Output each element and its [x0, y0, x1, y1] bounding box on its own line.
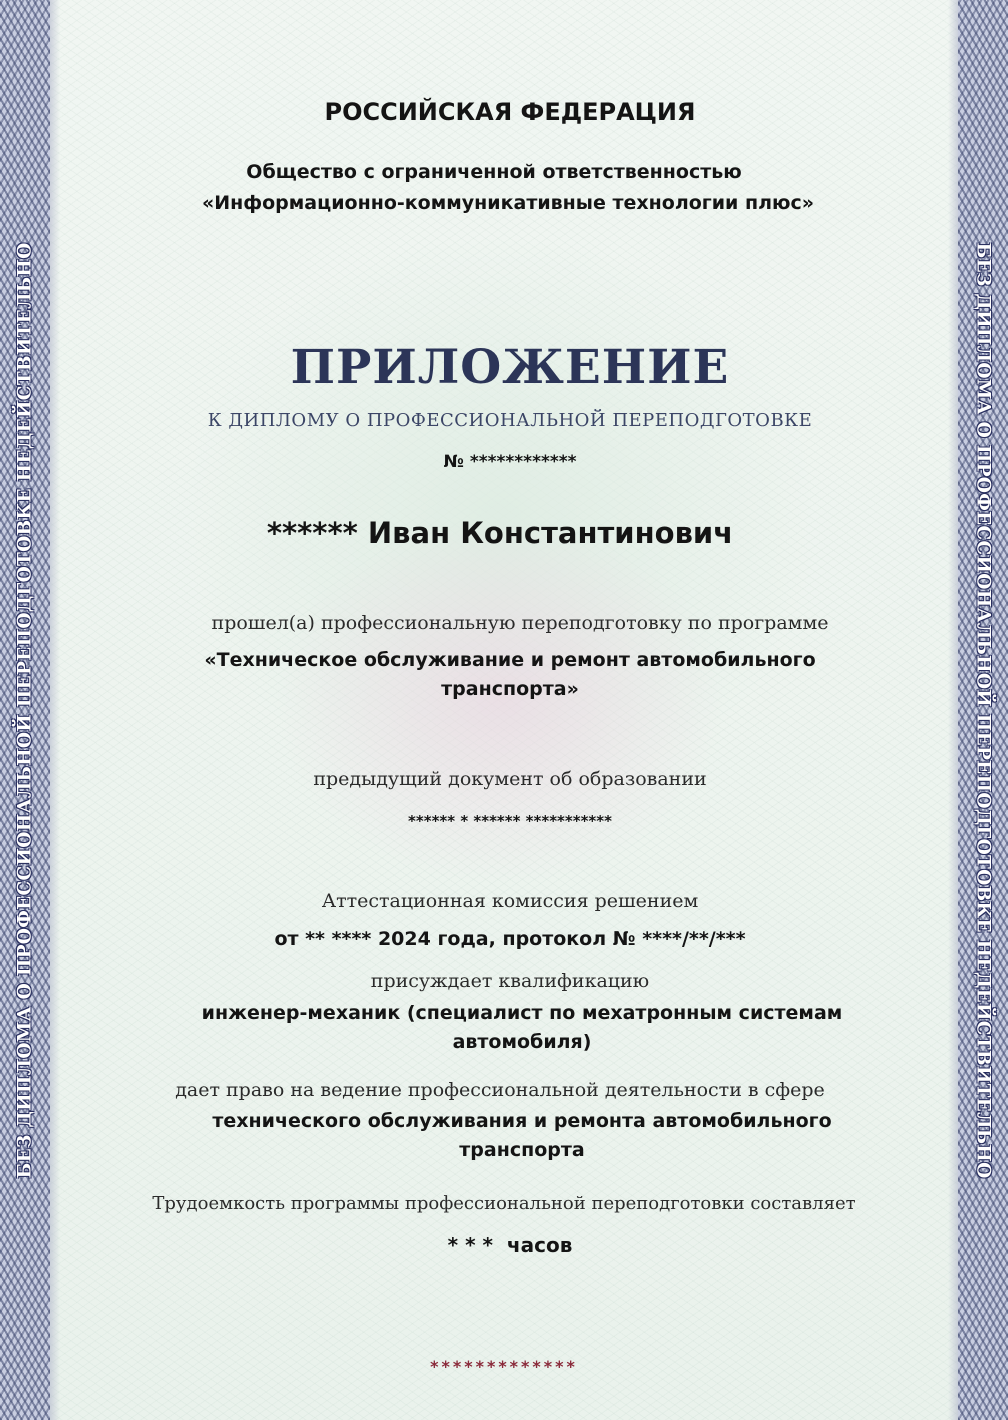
- left-border-caption: БЕЗ ДИПЛОМА О ПРОФЕССИОНАЛЬНОЙ ПЕРЕПОДГОТОВКЕ НЕДЕЙСТВИТЕЛЬНО: [14, 242, 36, 1178]
- program-name-line-1: «Техническое обслуживание и ремонт автомобильного: [204, 649, 816, 671]
- program-name-line-2: транспорта»: [441, 678, 579, 700]
- sphere-line-2: транспорта: [459, 1139, 585, 1161]
- country-heading: РОССИЙСКАЯ ФЕДЕРАЦИЯ: [324, 98, 696, 126]
- document-title: ПРИЛОЖЕНИЕ: [290, 340, 730, 395]
- commission-decision: от ** **** 2024 года, протокол № ****/**/***: [274, 928, 746, 950]
- footer-serial: *************: [430, 1357, 578, 1376]
- qualification-line-1: инженер-механик (специалист по мехатронным системам: [201, 1002, 843, 1024]
- document-number: № ************: [443, 452, 577, 472]
- qualification-line-2: автомобиля): [452, 1031, 592, 1053]
- program-intro: прошел(а) профессиональную переподготовку по программе: [211, 612, 829, 634]
- previous-document-value: ****** * ****** ***********: [408, 812, 612, 830]
- sphere-line-1: технического обслуживания и ремонта автомобильного: [212, 1110, 832, 1132]
- commission-label: Аттестационная комиссия решением: [321, 890, 699, 912]
- hours-label: Трудоемкость программы профессиональной переподготовки составляет: [152, 1193, 856, 1214]
- organization-line-1: Общество с ограниченной ответственностью: [246, 161, 742, 183]
- document-subtitle: К ДИПЛОМУ О ПРОФЕССИОНАЛЬНОЙ ПЕРЕПОДГОТОВКЕ: [207, 410, 813, 431]
- hours-value: * * * часов: [447, 1233, 573, 1257]
- qualification-awards-label: присуждает квалификацию: [370, 970, 650, 992]
- holder-name: ****** Иван Константинович: [266, 516, 734, 550]
- right-border-caption: БЕЗ ДИПЛОМА О ПРОФЕССИОНАЛЬНОЙ ПЕРЕПОДГОТОВКЕ НЕДЕЙСТВИТЕЛЬНО: [972, 242, 994, 1178]
- rights-label: дает право на ведение профессиональной деятельности в сфере: [175, 1079, 825, 1101]
- previous-document-label: предыдущий документ об образовании: [313, 768, 707, 790]
- organization-line-2: «Информационно-коммуникативные технологии плюс»: [201, 192, 815, 214]
